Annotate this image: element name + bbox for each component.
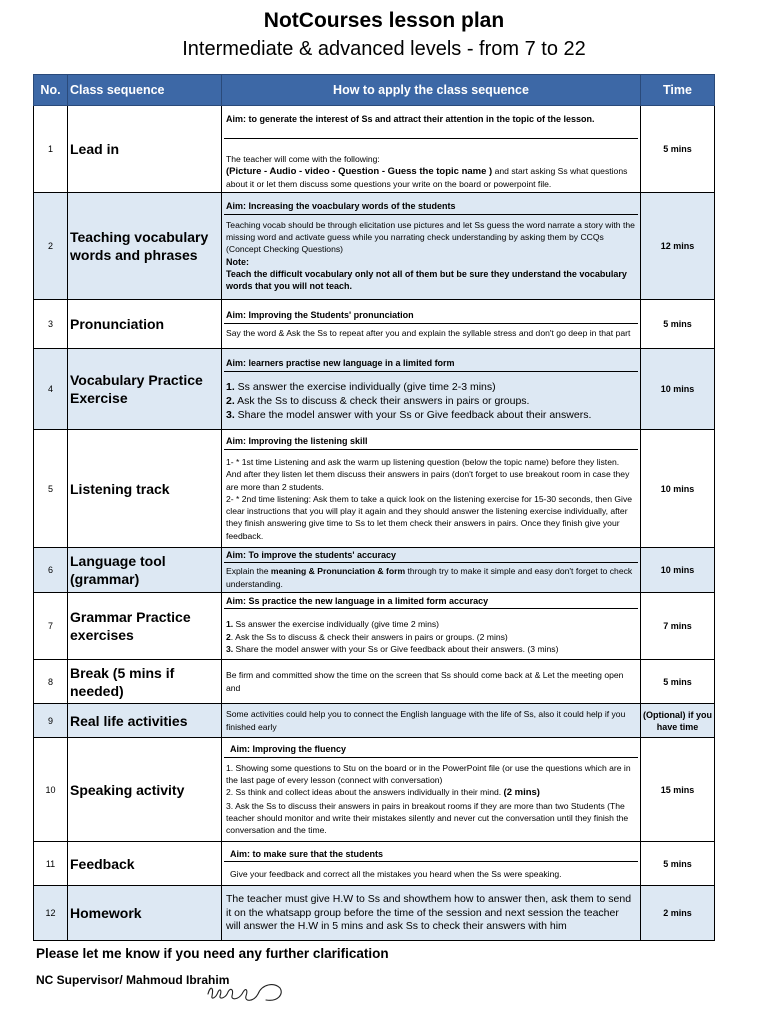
column-header-how: How to apply the class sequence [222,75,641,106]
row-aim: Aim: Improving the listening skill [224,434,638,450]
row-time: 10 mins [641,548,715,593]
table-row [34,886,715,941]
row-number: 6 [34,548,68,593]
row-detail: Give your feedback and correct all the mistakes you heard when the Ss were speaking. [230,869,562,880]
table-row [34,738,715,842]
row-how [222,548,641,593]
column-header-sequence: Class sequence [68,75,222,106]
footer-clarification: Please let me know if you need any further clarification [36,946,389,961]
row-detail: Be firm and committed show the time on the screen that Ss should come back at & Let the meeting open and [226,670,624,693]
row-time: 10 mins [641,349,715,430]
row-aim: Aim: To improve the students' accuracy [224,549,638,563]
row-sequence: Listening track [68,430,222,548]
row-aim: Aim: Improving the Students' pronunciation [224,308,638,324]
row-number: 4 [34,349,68,430]
row-sequence: Speaking activity [68,738,222,842]
row-how [222,106,641,193]
row-aim: Aim: to generate the interest of Ss and attract their attention in the topic of the lesson. [224,107,638,139]
row-detail: 1. Ss answer the exercise individually (give time 2-3 mins) 2. Ask the Ss to discuss & check their answers in pairs or groups. 3. Share the model answer with your Ss or Give feedback about their answers. [226,380,592,421]
row-sequence: Real life activities [68,704,222,738]
table-row [34,106,715,193]
row-sequence: Homework [68,886,222,941]
row-time: (Optional) if you have time [641,704,715,738]
row-aim: Aim: learners practise new language in a limited form [224,356,638,372]
lesson-plan-table [33,74,715,941]
row-time: 10 mins [641,430,715,548]
row-detail: The teacher must give H.W to Ss and showthem how to answer then, ask them to send it on the whatsapp group before the time of the session and next session the teacher will answer the H.W in 5 mins and ask Ss to check their answers with him [226,893,632,932]
row-detail: The teacher will come with the following: (Picture - Audio - video - Question - Guess the topic name ) and start asking Ss what questions about it or let them discuss some questions your write on the board or powerpoint file. [226,153,628,190]
row-aim: Aim: Increasing the voacbulary words of the students [224,199,638,215]
row-time: 2 mins [641,886,715,941]
table-row [34,842,715,886]
row-sequence: Break (5 mins if needed) [68,660,222,704]
table-row [34,548,715,593]
row-sequence: Vocabulary Practice Exercise [68,349,222,430]
row-detail: Say the word & Ask the Ss to repeat after you and explain the syllable stress and don't go deep in that part [226,327,631,338]
row-sequence: Language tool (grammar) [68,548,222,593]
row-detail: 1- * 1st time Listening and ask the warm up listening question (below the topic name) before they listen. And after they listen let them discuss their answers in pairs (don't forget to use breakout room in case they are more than 2 students. 2- * 2nd time listening: Ask them to take a quick look on the listening exercise for 15-30 seconds, then Give clear instructions that you will play it again and they should answer the listening exercise individually, after they finish answering give time to Ss to let them check their answers in pairs. Once they finish give your feedback. [226,457,633,541]
row-number: 9 [34,704,68,738]
row-detail: Explain the meaning & Pronunciation & form through try to make it simple and easy don't forget to check understanding. [226,566,633,589]
row-number: 3 [34,300,68,349]
row-how [222,704,641,738]
row-time: 5 mins [641,842,715,886]
page-subtitle: Intermediate & advanced levels - from 7 to 22 [182,38,586,60]
row-number: 8 [34,660,68,704]
table-row [34,300,715,349]
row-sequence: Grammar Practice exercises [68,593,222,660]
row-time: 5 mins [641,660,715,704]
row-how [222,300,641,349]
row-aim: Aim: to make sure that the students [224,845,638,862]
row-time: 5 mins [641,300,715,349]
row-time: 5 mins [641,106,715,193]
row-detail: 1. Ss answer the exercise individually (give time 2 mins) 2. Ask the Ss to discuss & check their answers in pairs or groups. (2 mins) 3. Share the model answer with your Ss or Give feedback about their answers. (3 mins) [226,619,559,655]
row-number: 2 [34,193,68,300]
row-how [222,660,641,704]
row-number: 12 [34,886,68,941]
page-title: NotCourses lesson plan [263,9,505,32]
row-number: 11 [34,842,68,886]
table-row [34,430,715,548]
row-how [222,593,641,660]
footer-supervisor: NC Supervisor/ Mahmoud Ibrahim [36,973,230,987]
row-time: 7 mins [641,593,715,660]
row-detail: 1. Showing some questions to Stu on the board or in the PowerPoint file (or use the questions which are in the last page of every lesson (connect with conversation) 2. Ss think and collect ideas about the answers individually in their mind. (2 mins) 3. Ask the Ss to discuss their answers in pairs in breakout rooms if they are more than two Students (The teacher should monitor and write their mistakes silently and never cut the conversation until they finish the conversation and the time. [226,762,631,835]
column-header-time: Time [641,75,715,106]
row-time: 12 mins [641,193,715,300]
table-row [34,593,715,660]
row-number: 5 [34,430,68,548]
row-detail: Teaching vocab should be through elicitation use pictures and let Ss guess the word narrate a story with the missing word and activate guess while you narrating check understanding by asking them by CCQs (Concept Checking Questions) Note: Teach the difficult vocabulary only not all of them but be sure they understand the vocabulary words that you will not teach. [226,219,635,291]
row-aim: Aim: Ss practice the new language in a limited form accuracy [224,595,638,609]
row-detail: Some activities could help you to connect the English language with the life of Ss, also it could help if you finished early [226,709,626,732]
table-header-row [34,75,715,106]
table-row [34,349,715,430]
row-how [222,430,641,548]
row-number: 1 [34,106,68,193]
row-how [222,886,641,941]
row-sequence: Pronunciation [68,300,222,349]
signature-icon [204,976,288,1006]
table-row [34,193,715,300]
row-number: 7 [34,593,68,660]
row-sequence: Lead in [68,106,222,193]
table-row [34,704,715,738]
row-how [222,842,641,886]
row-number: 10 [34,738,68,842]
row-aim: Aim: Improving the fluency [224,742,638,758]
column-header-no: No. [34,75,68,106]
row-how [222,349,641,430]
table-row [34,660,715,704]
row-how [222,193,641,300]
row-how [222,738,641,842]
row-sequence: Feedback [68,842,222,886]
row-sequence: Teaching vocabulary words and phrases [68,193,222,300]
row-time: 15 mins [641,738,715,842]
